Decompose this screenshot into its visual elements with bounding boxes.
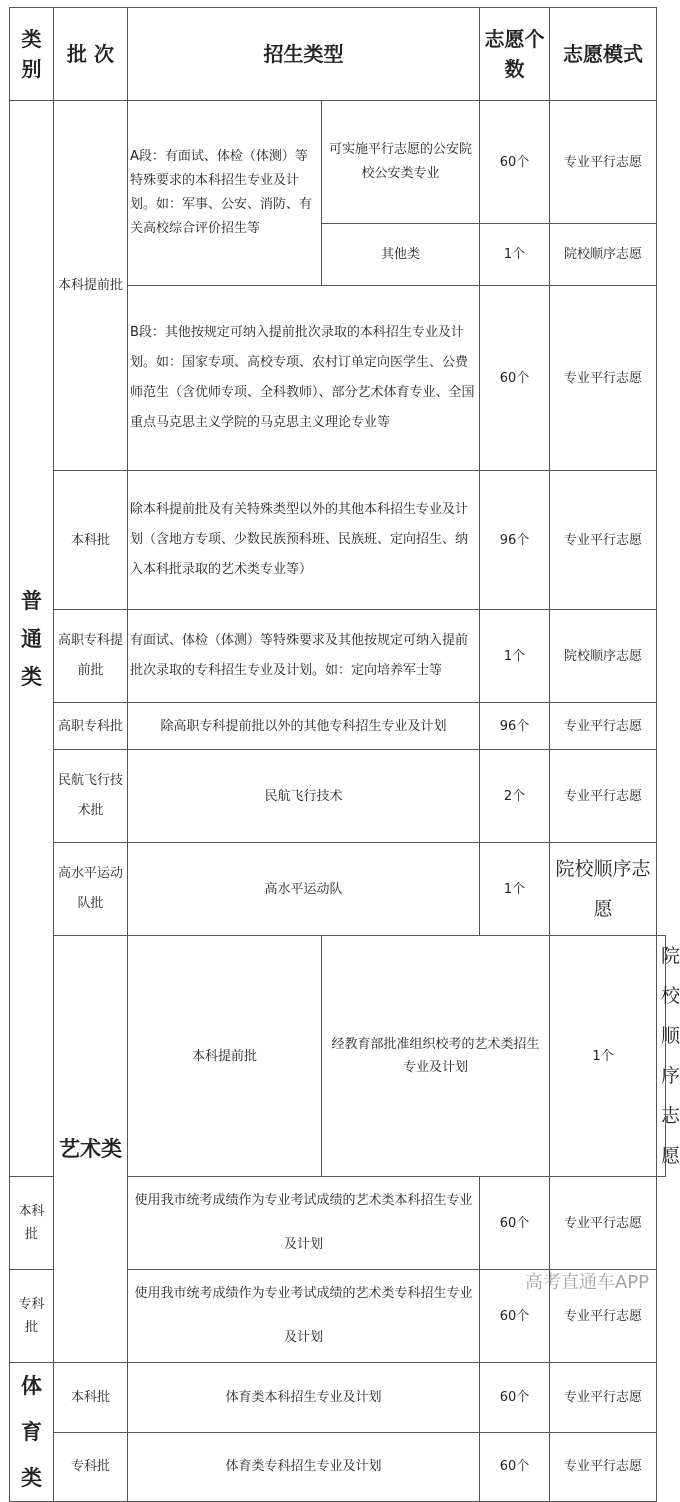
subtype-cell: 可实施平行志愿的公安院校公安类专业 xyxy=(322,101,480,224)
type-cell: 体育类本科招生专业及计划 xyxy=(128,1363,480,1433)
table-row xyxy=(10,471,666,610)
type-cell: 除高职专科提前批以外的其他专科招生专业及计划 xyxy=(128,703,480,750)
type-cell: 体育类专科招生专业及计划 xyxy=(128,1432,480,1502)
type-cell: 经教育部批准组织校考的艺术类招生专业及计划 xyxy=(322,936,550,1177)
subtype-cell: 其他类 xyxy=(322,224,480,286)
category-art: 艺术类 xyxy=(54,936,128,1363)
category-sports: 体育类 xyxy=(10,1363,54,1502)
batch-cell: 本科批 xyxy=(10,1177,54,1270)
count-cell: 96个 xyxy=(480,703,550,750)
count-cell: 1个 xyxy=(480,224,550,286)
count-cell: 1个 xyxy=(480,843,550,936)
header-category: 类别 xyxy=(10,8,54,101)
type-b-cell: B段：其他按规定可纳入提前批次录取的本科招生专业及计划。如：国家专项、高校专项、农村订单定向医学生、公费师范生（含优师专项、全科教师）、部分艺术体育专业、全国重点马克思主义学院的马克思主义理论专业等 xyxy=(128,286,480,471)
count-cell: 60个 xyxy=(480,286,550,471)
type-cell: 民航飞行技术 xyxy=(128,750,480,843)
batch-cell: 本科提前批 xyxy=(128,936,322,1177)
table-row xyxy=(10,843,666,936)
category-general: 普通类 xyxy=(10,101,54,1177)
table-row xyxy=(10,610,666,703)
header-mode: 志愿模式 xyxy=(550,8,657,101)
mode-cell: 院校顺序志愿 xyxy=(550,843,657,936)
batch-cell: 本科批 xyxy=(54,1363,128,1433)
mode-cell: 专业平行志愿 xyxy=(550,703,657,750)
header-type: 招生类型 xyxy=(128,8,480,101)
table-row xyxy=(10,1363,666,1433)
mode-cell: 专业平行志愿 xyxy=(550,1177,657,1270)
header-row xyxy=(10,8,666,101)
batch-cell: 专科批 xyxy=(54,1432,128,1502)
type-cell: 除本科提前批及有关特殊类型以外的其他本科招生专业及计划（含地方专项、少数民族预科班、民族班、定向招生、纳入本科批录取的艺术类专业等） xyxy=(128,471,480,610)
count-cell: 60个 xyxy=(480,1432,550,1502)
type-cell: 使用我市统考成绩作为专业考试成绩的艺术类专科招生专业及计划 xyxy=(128,1270,480,1363)
batch-cell: 高水平运动队批 xyxy=(54,843,128,936)
header-batch: 批 次 xyxy=(54,8,128,101)
table-row xyxy=(10,750,666,843)
mode-cell: 专业平行志愿 xyxy=(550,286,657,471)
count-cell: 60个 xyxy=(480,1270,550,1363)
mode-cell: 院校顺序志愿 xyxy=(550,224,657,286)
table-row xyxy=(10,101,666,224)
count-cell: 1个 xyxy=(550,936,657,1177)
batch-cell: 高职专科批 xyxy=(54,703,128,750)
table-row xyxy=(10,936,666,1177)
watermark-text: 高考直通车APP xyxy=(524,1272,649,1293)
mode-cell: 专业平行志愿 xyxy=(550,1432,657,1502)
batch-cell: 高职专科提前批 xyxy=(54,610,128,703)
mode-cell: 院校顺序志愿 xyxy=(657,936,666,1177)
batch-cell: 民航飞行技术批 xyxy=(54,750,128,843)
mode-cell: 专业平行志愿 xyxy=(550,1270,657,1363)
count-cell: 60个 xyxy=(480,101,550,224)
mode-cell: 专业平行志愿 xyxy=(550,750,657,843)
mode-cell: 专业平行志愿 xyxy=(550,1363,657,1433)
table-row xyxy=(10,1432,666,1502)
batch-cell: 专科批 xyxy=(10,1270,54,1363)
count-cell: 96个 xyxy=(480,471,550,610)
mode-cell: 院校顺序志愿 xyxy=(550,610,657,703)
count-cell: 60个 xyxy=(480,1177,550,1270)
mode-cell: 专业平行志愿 xyxy=(550,471,657,610)
count-cell: 60个 xyxy=(480,1363,550,1433)
mode-cell: 专业平行志愿 xyxy=(550,101,657,224)
batch-cell: 本科提前批 xyxy=(54,101,128,471)
type-a-cell: A段：有面试、体检（体测）等特殊要求的本科招生专业及计划。如：军事、公安、消防、有关高校综合评价招生等 xyxy=(128,101,322,286)
type-cell: 使用我市统考成绩作为专业考试成绩的艺术类本科招生专业及计划 xyxy=(128,1177,480,1270)
admission-table xyxy=(9,7,680,1502)
type-cell: 有面试、体检（体测）等特殊要求及其他按规定可纳入提前批次录取的专科招生专业及计划。如：定向培养军士等 xyxy=(128,610,480,703)
count-cell: 1个 xyxy=(480,610,550,703)
batch-cell: 本科批 xyxy=(54,471,128,610)
count-cell: 2个 xyxy=(480,750,550,843)
header-count: 志愿个数 xyxy=(480,8,550,101)
type-cell: 高水平运动队 xyxy=(128,843,480,936)
table-row xyxy=(10,703,666,750)
